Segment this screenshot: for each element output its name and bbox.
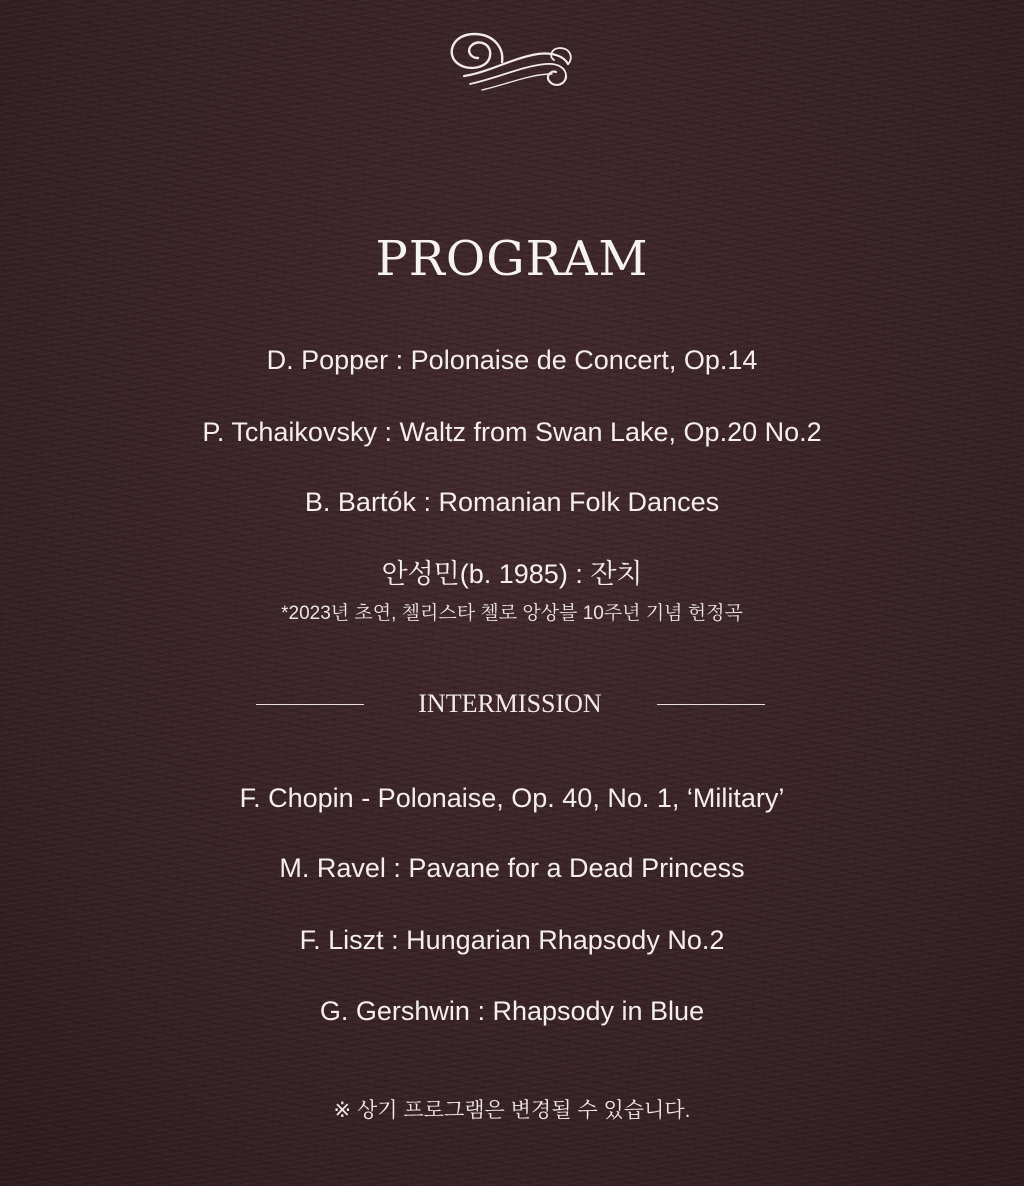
program-item-chopin: F. Chopin - Polonaise, Op. 40, No. 1, ‘Military’ xyxy=(239,783,785,813)
premiere-note: *2023년 초연, 첼리스타 첼로 앙상블 10주년 기념 헌정곡 xyxy=(281,603,743,624)
program-item-bartok: B. Bartók : Romanian Folk Dances xyxy=(304,487,720,517)
program-item-ravel: M. Ravel : Pavane for a Dead Princess xyxy=(279,853,745,883)
program-change-notice: ※ 상기 프로그램은 변경될 수 있습니다. xyxy=(333,1099,691,1122)
program-item-liszt: F. Liszt : Hungarian Rhapsody No.2 xyxy=(299,925,725,955)
program-item-tchaikovsky: P. Tchaikovsky : Waltz from Swan Lake, Op.20 No.2 xyxy=(202,417,822,447)
divider-line-left xyxy=(256,704,364,705)
program-item-popper: D. Popper : Polonaise de Concert, Op.14 xyxy=(266,345,758,375)
intermission-label: INTERMISSION xyxy=(418,689,602,718)
flourish-ornament-icon xyxy=(442,28,582,94)
intermission-divider xyxy=(0,686,1024,722)
divider-line-right xyxy=(657,704,765,705)
program-title: PROGRAM xyxy=(375,231,649,287)
program-item-gershwin: G. Gershwin : Rhapsody in Blue xyxy=(319,996,705,1026)
program-item-ahn-sungmin: 안성민(b. 1985) : 잔치 xyxy=(381,559,643,589)
